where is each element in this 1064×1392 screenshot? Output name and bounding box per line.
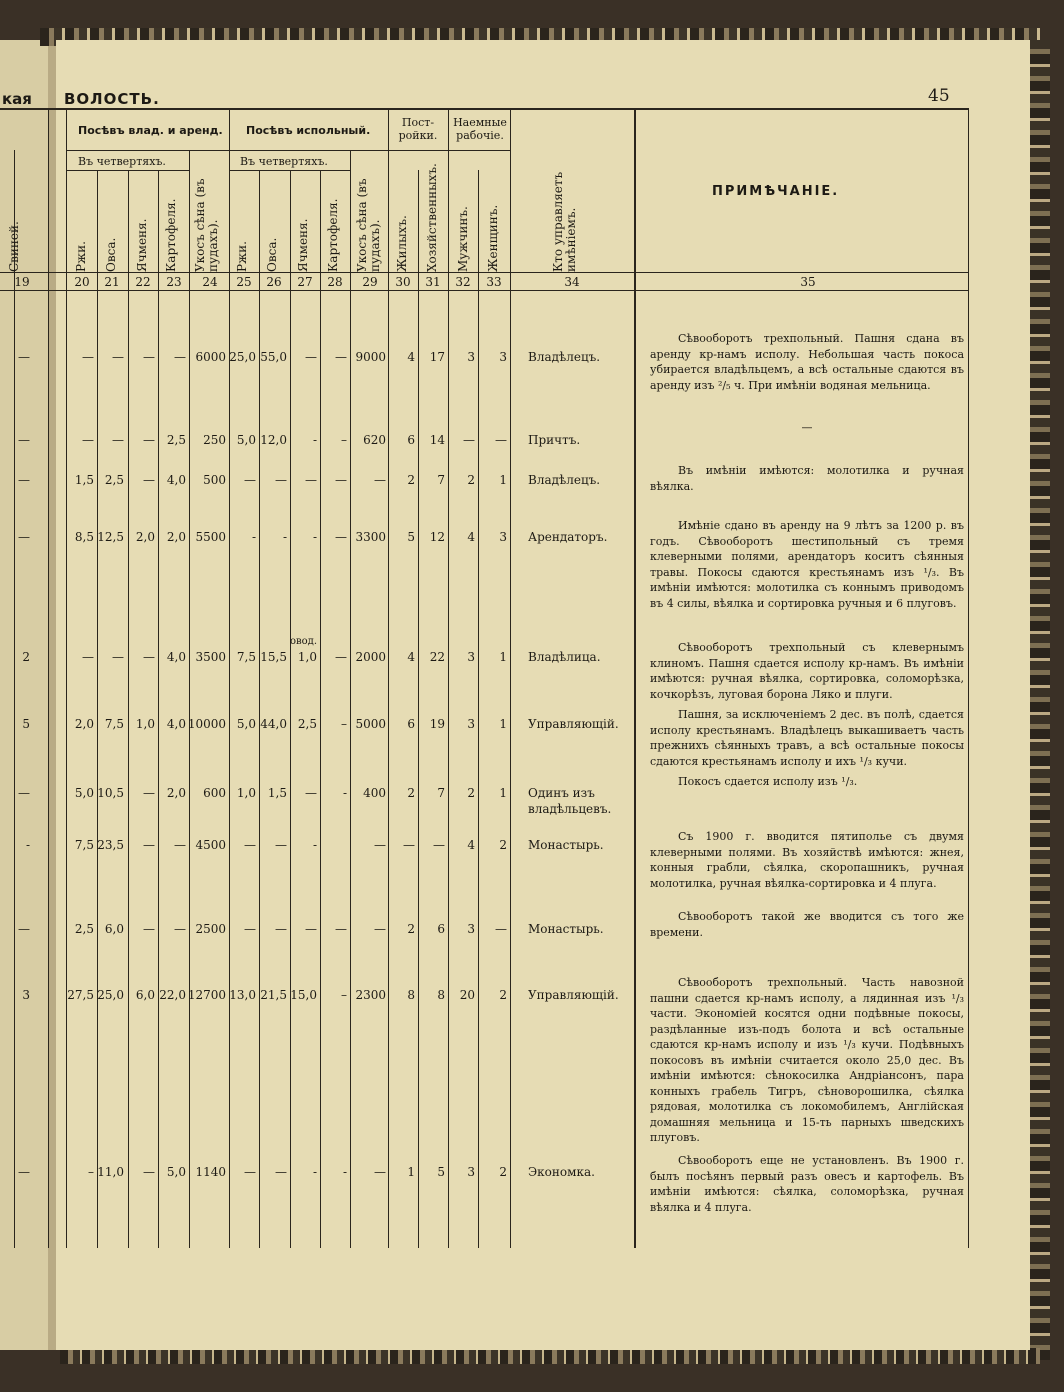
table-cell: — (82, 350, 94, 364)
table-cell: 10,5 (97, 786, 124, 800)
table-cell: 2,0 (166, 530, 186, 544)
table-cell: — (463, 433, 475, 447)
table-cell: 27,5 (67, 988, 94, 1002)
table-cell: — (275, 838, 287, 852)
table-cell: – (341, 433, 347, 447)
rule-line (418, 170, 419, 1248)
table-cell: 21,5 (260, 988, 287, 1002)
table-cell: 6,0 (104, 922, 124, 936)
table-cell: 1,5 (74, 473, 94, 487)
table-cell: 5 (437, 1165, 445, 1179)
manager-cell: Экономка. (528, 1165, 595, 1179)
table-cell: 7,5 (236, 650, 256, 664)
table-cell: 4 (467, 530, 475, 544)
header-in-quarters-2: Въ четвертяхъ. (240, 155, 328, 168)
rule-line (259, 170, 260, 1248)
table-cell: 5500 (195, 530, 226, 544)
manager-cell: Управляющій. (528, 717, 619, 731)
table-cell: 2,5 (166, 433, 186, 447)
table-cell: 3 (467, 650, 475, 664)
table-cell: 3500 (195, 650, 226, 664)
column-number: 23 (166, 275, 182, 289)
table-cell: 17 (429, 350, 445, 364)
header-buildings: Пост-ройки. (398, 116, 438, 142)
table-cell: 2 (407, 473, 415, 487)
rule-line (0, 108, 968, 110)
note-cell: Пашня, за исключеніемъ 2 дес. въ полѣ, сдается исполу крестьянамъ. Владѣлецъ выкашиваетъ часть прежнихъ сѣянныхъ травъ, а всѣ остальные покосы сдаются крестьянамъ исполу и ихъ ¹/₃ кучи. (650, 708, 964, 768)
table-cell: — (335, 473, 347, 487)
rule-line (48, 108, 49, 1248)
header-hired: Наемные рабочіе. (453, 116, 507, 142)
table-cell: 22 (429, 650, 445, 664)
column-number: 20 (74, 275, 90, 289)
table-cell: 620 (363, 433, 386, 447)
table-cell: 44,0 (260, 717, 287, 731)
column-number: 26 (266, 275, 282, 289)
table-cell: 22,0 (159, 988, 186, 1002)
marbled-edge-bottom (60, 1348, 1040, 1364)
table-cell: — (112, 350, 124, 364)
rule-line (97, 170, 98, 1248)
header-sown-share: Посѣвъ испольный. (246, 124, 371, 137)
note-cell: Сѣвооборотъ трехпольный. Пашня сдана въ аренду кр-намъ исполу. Небольшая часть покоса убирается владѣльцемъ, а всѣ остальные сдаются въ аренду изъ ²/₅ ч. При имѣніи водяная мельница. (650, 332, 964, 392)
table-cell: - (282, 530, 287, 544)
rule-line (0, 290, 968, 291)
table-cell: 12 (429, 530, 445, 544)
table-cell: — (18, 433, 30, 447)
rule-line (229, 170, 350, 171)
table-cell: 2,5 (104, 473, 124, 487)
table-cell: 12700 (187, 988, 226, 1002)
table-cell: 2000 (355, 650, 386, 664)
table-cell: - (342, 786, 347, 800)
table-cell: — (305, 350, 317, 364)
table-cell: 1140 (195, 1165, 226, 1179)
table-cell: 1,5 (267, 786, 287, 800)
table-cell: – (341, 717, 347, 731)
table-cell: — (143, 350, 155, 364)
table-cell: 4 (407, 350, 415, 364)
table-cell: - (312, 530, 317, 544)
table-cell: 13,0 (229, 988, 256, 1002)
col-header-ukos: Укосъ сѣна (въ пудахъ). (193, 178, 220, 272)
table-cell: 12,0 (260, 433, 287, 447)
table-cell: 8 (437, 988, 445, 1002)
table-cell: 2,0 (74, 717, 94, 731)
rule-line (0, 272, 968, 273)
table-cell: — (374, 473, 386, 487)
note-cell: — (801, 421, 813, 434)
table-cell: — (112, 650, 124, 664)
table-cell: 7 (437, 786, 445, 800)
rule-line (189, 150, 190, 1248)
table-cell: 25,0 (229, 350, 256, 364)
header-note: ПРИМѢЧАНІЕ. (712, 184, 840, 199)
header-sown-owned: Посѣвъ влад. и аренд. (78, 124, 223, 137)
manager-cell: Арендаторъ. (528, 530, 608, 544)
col-header-yachmenya2: Ячменя. (296, 218, 310, 272)
table-cell: — (495, 433, 507, 447)
table-cell: 5,0 (236, 717, 256, 731)
table-cell: 23,5 (97, 838, 124, 852)
manager-cell: Владѣлица. (528, 650, 601, 664)
note-cell: Покосъ сдается исполу изъ ¹/₃. (678, 775, 858, 788)
table-cell: 3 (499, 530, 507, 544)
column-number: 35 (800, 275, 816, 289)
table-cell: 5 (407, 530, 415, 544)
table-cell: 2,5 (74, 922, 94, 936)
rule-line (350, 150, 351, 1248)
column-number: 34 (564, 275, 580, 289)
table-cell: 5 (22, 717, 30, 731)
manager-cell: Монастырь. (528, 838, 604, 852)
col-header-svin: Свиней. (7, 221, 21, 272)
table-cell: — (335, 650, 347, 664)
rule-line (66, 108, 67, 1248)
table-cell: 2,0 (166, 786, 186, 800)
col-header-kartofelya: Картофеля. (164, 198, 178, 272)
table-cell: 11,0 (97, 1165, 124, 1179)
table-cell: — (18, 786, 30, 800)
table-cell: 4,0 (166, 650, 186, 664)
table-cell: 1,0 (135, 717, 155, 731)
rule-line (478, 170, 479, 1248)
table-cell: 5,0 (74, 786, 94, 800)
table-cell: — (275, 922, 287, 936)
table-cell: 2 (467, 473, 475, 487)
table-cell: 3 (467, 717, 475, 731)
table-cell: 2 (499, 988, 507, 1002)
table-cell: 1 (499, 650, 507, 664)
table-cell: — (244, 922, 256, 936)
table-cell: 7,5 (74, 838, 94, 852)
col-header-ovsa: Овса. (104, 237, 118, 272)
table-cell: 14 (429, 433, 445, 447)
column-number: 30 (395, 275, 411, 289)
rule-line (66, 170, 189, 171)
rule-line (128, 170, 129, 1248)
table-cell: 7 (437, 473, 445, 487)
column-number: 33 (486, 275, 502, 289)
table-cell: — (275, 1165, 287, 1179)
rule-line (634, 108, 636, 1248)
table-cell: — (244, 473, 256, 487)
table-cell: 1 (499, 786, 507, 800)
table-cell: — (143, 1165, 155, 1179)
note-cell: Въ имѣніи имѣются: молотилка и ручная вѣялка. (650, 464, 964, 493)
table-cell: - (25, 838, 30, 852)
col-header-kto: Кто управляетъ имѣніемъ. (551, 171, 578, 272)
col-header-kartofelya2: Картофеля. (326, 198, 340, 272)
note-cell: Съ 1900 г. вводится пятиполье съ двумя клеверными полями. Въ хозяйствѣ имѣются: жнея, конныя грабли, сѣялка, скоропашникъ, ручная молотилка, ручная вѣялка-сортировка и 4 плуга. (650, 830, 964, 890)
table-cell: 2 (407, 922, 415, 936)
column-number: 31 (425, 275, 441, 289)
manager-cell: Одинъ изъ владѣльцевъ. (528, 786, 612, 816)
table-cell: — (495, 922, 507, 936)
column-number: 29 (362, 275, 378, 289)
table-cell: — (174, 922, 186, 936)
table-cell: 400 (363, 786, 386, 800)
table-cell: — (244, 1165, 256, 1179)
page-number: 45 (928, 86, 950, 106)
header-in-quarters-1: Въ четвертяхъ. (78, 155, 166, 168)
table-cell: — (403, 838, 415, 852)
table-cell: 8 (407, 988, 415, 1002)
table-cell: — (305, 786, 317, 800)
table-cell: 55,0 (260, 350, 287, 364)
table-cell: 3 (467, 1165, 475, 1179)
table-cell: 6 (407, 717, 415, 731)
left-page-fragment: кая (2, 90, 32, 108)
table-cell: — (143, 786, 155, 800)
table-cell: 1,0 (236, 786, 256, 800)
rule-line (968, 108, 969, 1248)
table-cell: 5,0 (236, 433, 256, 447)
table-cell: — (335, 350, 347, 364)
rule-line (66, 150, 510, 151)
col-header-muzh: Мужчинъ. (456, 206, 470, 272)
column-number: 24 (202, 275, 218, 289)
table-cell: — (305, 473, 317, 487)
table-cell: — (244, 838, 256, 852)
table-cell: 8,5 (74, 530, 94, 544)
table-cell: 4,0 (166, 473, 186, 487)
table-cell: — (18, 350, 30, 364)
manager-cell: Управляющій. (528, 988, 619, 1002)
table-cell: — (143, 473, 155, 487)
col-header-zhen: Женщинъ. (486, 204, 500, 272)
table-cell: - (312, 433, 317, 447)
note-cell: Сѣвооборотъ такой же вводится съ того же времени. (650, 910, 964, 939)
table-cell: 20 (459, 988, 475, 1002)
table-cell: - (342, 1165, 347, 1179)
note-cell: Сѣвооборотъ трехпольный съ клевернымъ клиномъ. Пашня сдается исполу кр-намъ. Въ имѣніи имѣются: ручная вѣялка, сортировка, соломорѣзка, кочкорѣзъ, луговая борона Ляко и плуги. (650, 641, 964, 701)
col-header-rzhi2: Ржи. (235, 241, 249, 272)
table-cell: – (341, 988, 347, 1002)
table-cell: 6 (407, 433, 415, 447)
table-cell: 2,0 (135, 530, 155, 544)
col-header-zhilyh: Жилыхъ. (395, 215, 409, 272)
table-cell: 600 (203, 786, 226, 800)
table-cell: 1 (407, 1165, 415, 1179)
table-cell: 2,5 (297, 717, 317, 731)
manager-cell: Причтъ. (528, 433, 581, 447)
table-cell: 4 (467, 838, 475, 852)
table-cell: 2 (499, 838, 507, 852)
table-cell: — (174, 838, 186, 852)
table-cell: — (143, 433, 155, 447)
table-cell: 15,0 (290, 988, 317, 1002)
col-header-ovsa2: Овса. (265, 237, 279, 272)
table-cell: — (18, 530, 30, 544)
table-cell: — (143, 650, 155, 664)
table-cell: 6,0 (135, 988, 155, 1002)
column-number: 27 (297, 275, 313, 289)
table-cell: 19 (429, 717, 445, 731)
table-cell: 15,5 (260, 650, 287, 664)
table-cell: 3300 (355, 530, 386, 544)
rule-line (290, 170, 291, 1248)
col-header-hoz: Хозяйственныхъ. (425, 163, 439, 272)
manager-cell: Владѣлецъ. (528, 350, 601, 364)
note-cell: Имѣніе сдано въ аренду на 9 лѣтъ за 1200 р. въ годъ. Сѣвооборотъ шестипольный съ тремя клеверными полями, арендаторъ коситъ сѣянныя травы. Покосы сдаются крестьянамъ изъ ¹/₃. Въ имѣніи имѣются: молотилка съ коннымъ приводомъ въ 4 силы, вѣялка и сортировка ручныя и 6 плуговъ. (650, 519, 964, 610)
table-cell: — (18, 473, 30, 487)
table-cell: - (251, 530, 256, 544)
table-cell: 4,0 (166, 717, 186, 731)
table-cell: 2 (22, 650, 30, 664)
table-cell: — (433, 838, 445, 852)
col-header-rzhi: Ржи. (74, 241, 88, 272)
table-cell: 1 (499, 473, 507, 487)
table-cell: — (305, 922, 317, 936)
table-cell: - (312, 1165, 317, 1179)
table-cell: — (174, 350, 186, 364)
column-number: 28 (327, 275, 343, 289)
table-cell: 5000 (355, 717, 386, 731)
table-cell: 2 (499, 1165, 507, 1179)
table-cell: 1 (499, 717, 507, 731)
note-cell: Сѣвооборотъ трехпольный. Часть навозной пашни сдается кр-намъ исполу, а лядинная изъ ¹/₃ части. Экономіей косятся одни подѣвные покосы, раздѣланные изъ-подъ болота и всѣ остальные сдаются кр-намъ исполу и изъ ¹/₃ кучи. Подѣвныхъ покосовъ въ имѣніи считается около 25,0 дес. Въ имѣніи имѣются: сѣнокосилка Андріансонъ, пара конныхъ грабель Тигръ, сѣноворошилка, сѣялка рядовая, молотилка съ локомобилемъ, Англійская домашняя мельница и 15-ть парныхъ шведскихъ плуговъ. (650, 976, 964, 1144)
note-cell: Сѣвооборотъ еще не установленъ. Въ 1900 г. былъ посѣянъ первый разъ овесъ и картофель. Въ имѣніи имѣются: сѣялка, соломорѣзка, ручная вѣялка и 4 плуга. (650, 1154, 964, 1214)
table-cell: — (143, 922, 155, 936)
table-cell: 25,0 (97, 988, 124, 1002)
column-number: 32 (455, 275, 471, 289)
marbled-edge-right (1030, 40, 1050, 1360)
rule-line (158, 170, 159, 1248)
table-cell: — (82, 433, 94, 447)
column-number: 19 (14, 275, 30, 289)
table-cell: 2500 (195, 922, 226, 936)
rule-line (510, 108, 511, 1248)
table-cell: – (88, 1165, 94, 1179)
table-cell: 6000 (195, 350, 226, 364)
table-cell: — (82, 650, 94, 664)
table-cell: 2 (467, 786, 475, 800)
table-cell: 6 (437, 922, 445, 936)
column-number: 25 (236, 275, 252, 289)
table-cell: — (18, 1165, 30, 1179)
table-cell: 12,5 (97, 530, 124, 544)
table-cell: — (18, 922, 30, 936)
manager-cell: Монастырь. (528, 922, 604, 936)
table-cell: — (374, 922, 386, 936)
manager-cell: Владѣлецъ. (528, 473, 601, 487)
table-cell: 4 (407, 650, 415, 664)
book-binding (48, 40, 56, 1350)
table-cell: 10000 (187, 717, 226, 731)
table-cell: — (275, 473, 287, 487)
table-cell: 1,0 (297, 650, 317, 664)
table-cell: — (374, 838, 386, 852)
table-cell: 7,5 (104, 717, 124, 731)
table-cell: — (112, 433, 124, 447)
rule-line (320, 170, 321, 1248)
table-cell: 250 (203, 433, 226, 447)
table-cell: 3 (467, 350, 475, 364)
table-cell: 2 (407, 786, 415, 800)
table-cell: 3 (22, 988, 30, 1002)
table-cell: 2300 (355, 988, 386, 1002)
table-cell: — (335, 530, 347, 544)
column-number: 22 (135, 275, 151, 289)
column-number: 21 (104, 275, 120, 289)
page-title: ВОЛОСТЬ. (64, 90, 160, 108)
table-cell: — (374, 1165, 386, 1179)
table-cell: - (312, 838, 317, 852)
table-cell: 4500 (195, 838, 226, 852)
col-header-ukos2: Укосъ сѣна (въ пудахъ). (355, 178, 382, 272)
table-cell: 9000 (355, 350, 386, 364)
table-cell: 3 (499, 350, 507, 364)
table-cell: 3 (467, 922, 475, 936)
col-header-yachmenya: Ячменя. (135, 218, 149, 272)
table-cell: 5,0 (166, 1165, 186, 1179)
table-cell-note: овод. (289, 636, 317, 647)
table-cell: 500 (203, 473, 226, 487)
table-cell: — (143, 838, 155, 852)
rule-line (14, 150, 15, 1248)
table-cell: — (335, 922, 347, 936)
